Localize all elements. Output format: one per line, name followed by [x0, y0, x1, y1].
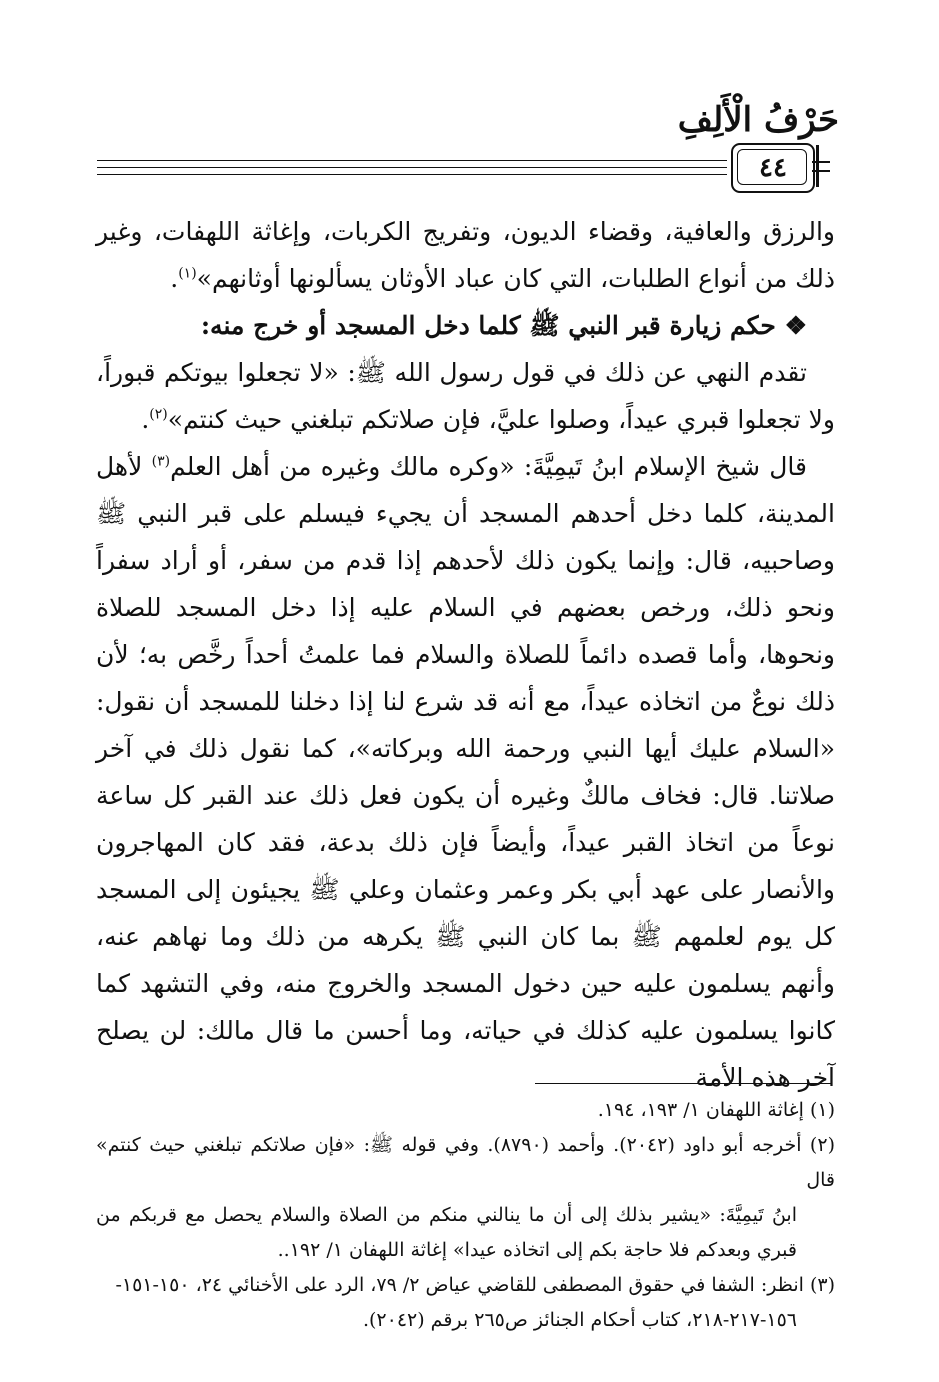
header-ornament-line: [812, 161, 830, 163]
paragraph-end: .: [141, 405, 150, 434]
paragraph-text: تقدم النهي عن ذلك في قول رسول الله ﷺ: «لا تجعلوا بيوتكم قبوراً، ولا تجعلوا قبري عيداً، وصلوا عليَّ، فإن صلاتكم تبلغني حيث كنتم»: [96, 358, 835, 434]
footnotes: [96, 1093, 835, 1338]
footnote-3-continued: ١٥٦-٢١٧-٢١٨، كتاب أحكام الجنائز ص٢٦٥ برقم (٢٠٤٢).: [362, 1309, 797, 1331]
footnote-3: (٣) انظر: الشفا في حقوق المصطفى للقاضي عياض ٢/ ٧٩، الرد على الأخنائي ٢٤، ١٥٠-١٥١-: [115, 1274, 835, 1296]
header-rule: [97, 174, 727, 175]
footnote-separator: [535, 1083, 831, 1084]
paragraph-text: قال شيخ الإسلام ابنُ تَيمِيَّةَ: «وكره مالك وغيره من أهل العلم: [170, 452, 807, 481]
paragraph-end: .: [170, 264, 179, 293]
page-number: ٤٤: [731, 143, 815, 193]
header-rule: [97, 167, 727, 168]
paragraph: [96, 208, 835, 302]
paragraph: [96, 443, 835, 1101]
running-title: حَرْفُ الْأَلِفِ: [677, 100, 839, 140]
paragraph: [96, 349, 835, 443]
paragraph-text: والرزق والعافية، وقضاء الديون، وتفريج الكربات، وإغاثة اللهفات، وغير ذلك من أنواع الطلبات، التي كان عباد الأوثان يسألونها أوثانهم»: [96, 217, 835, 293]
paragraph-text: لأهل المدينة، كلما دخل أحدهم المسجد أن يجيء فيسلم على قبر النبي ﷺ وصاحبيه، قال: وإنما يكون ذلك لأحدهم إذا قدم من سفر، أو أراد سفراً ونحو ذلك، ورخص بعضهم في السلام عليه إذا دخل المسجد للصلاة ونحوها، وأما قصده دائماً للصلاة والسلام فما علمتُ أحداً رخَّص به؛ لأن ذلك نوعٌ من اتخاذه عيداً، مع أنه قد شرع لنا إذا دخلنا للمسجد أن نقول: «السلام عليك أيها النبي ورحمة الله وبركاته»، كما نقول ذلك في آخر صلاتنا. قال: فخاف مالكٌ وغيره أن يكون فعل ذلك عند القبر كل ساعة نوعاً من اتخاذ القبر عيداً، وأيضاً فإن ذلك بدعة، فقد كان المهاجرون والأنصار على عهد أبي بكر وعمر وعثمان وعلي ﷺ يجيئون إلى المسجد كل يوم لعلمهم ﷺ بما كان النبي ﷺ يكرهه من ذلك وما نهاهم عنه، وأنهم يسلمون عليه حين دخول المسجد والخروج منه، وفي التشهد كما كانوا يسلمون عليه كذلك في حياته، وما أحسن ما قال مالك: لن يصلح آخر هذه الأمة: [96, 452, 835, 1092]
header-rule: [97, 160, 727, 161]
footnote-ref[interactable]: (١): [178, 265, 197, 282]
header-ornament-line: [812, 170, 830, 172]
footnote-ref[interactable]: (٣): [151, 453, 171, 470]
main-text: [96, 208, 835, 1101]
footnote-2: (٢) أخرجه أبو داود (٢٠٤٢). وأحمد (٨٧٩٠). وفي قوله ﷺ: «فإن صلاتكم تبلغني حيث كنتم» قال: [96, 1134, 835, 1191]
section-heading: ❖ حكم زيارة قبر النبي ﷺ كلما دخل المسجد أو خرج منه:: [200, 311, 807, 340]
footnote-ref[interactable]: (٢): [149, 406, 168, 423]
footnote-1: (١) إغاثة اللهفان ١/ ١٩٣، ١٩٤.: [597, 1099, 835, 1121]
footnote-2-continued: ابنُ تَيمِيَّةَ: «يشير بذلك إلى أن ما ينالني منكم من الصلاة والسلام يحصل مع قربكم من قبري وبعدكم فلا حاجة بكم إلى اتخاذه عيدا» إغاثة اللهفان ١/ ١٩٢..: [96, 1204, 797, 1261]
header-ornament-bar: [816, 145, 819, 187]
